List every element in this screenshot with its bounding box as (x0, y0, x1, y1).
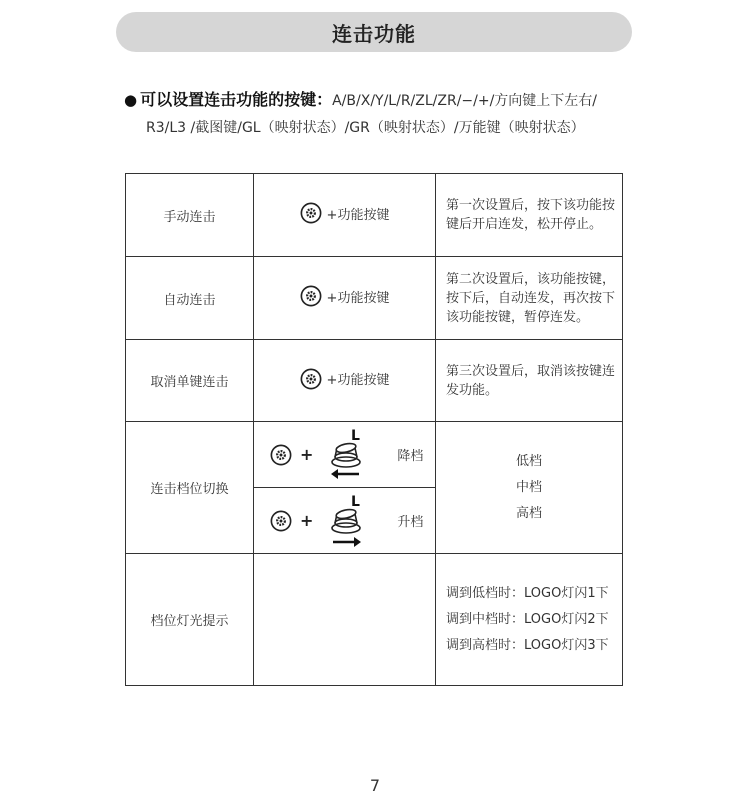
action-label: +功能按键 (326, 290, 390, 306)
light-line-low: 调到低档时：LOGO灯闪1下 (446, 585, 609, 601)
action-label: +功能按键 (326, 373, 390, 388)
row-name: 手动连击 (126, 174, 254, 257)
light-line-mid: 调到中档时：LOGO灯闪2下 (446, 611, 609, 627)
row-name: 取消单键连击 (126, 340, 254, 422)
table-row (126, 257, 623, 340)
turbo-gear-icon (270, 444, 292, 466)
stick-letter: L (351, 493, 361, 510)
table-row (126, 340, 623, 422)
row-description: 第二次设置后，该功能按键，按下后，自动连发，再次按下该功能按键，暂停连发。 (436, 257, 623, 340)
row-name: 自动连击 (126, 257, 254, 340)
light-line-high: 调到高档时：LOGO灯闪3下 (446, 637, 609, 653)
row-description: 第三次设置后，取消该按键连发功能。 (436, 340, 623, 422)
shift-down-label: 降档 (397, 449, 424, 464)
supported-keys-list-1: A/B/X/Y/L/R/ZL/ZR/−/+/方向键上下左右/ (332, 93, 598, 109)
intro-line-1 (124, 86, 634, 115)
bullet-icon: ● (124, 91, 138, 109)
turbo-gear-icon (300, 202, 322, 224)
left-stick-rotate-right-icon (321, 492, 375, 550)
level-mid: 中档 (515, 479, 542, 495)
left-stick-rotate-left-icon (321, 426, 375, 484)
turbo-gear-icon (300, 368, 322, 390)
shift-up-label: 升档 (397, 515, 424, 530)
table-row (126, 554, 623, 686)
intro-lead: 可以设置连击功能的按键： (140, 90, 333, 109)
turbo-gear-icon (270, 510, 292, 532)
row-description: 第一次设置后，按下该功能按键后开启连发，松开停止。 (436, 174, 623, 257)
stick-letter: L (351, 427, 361, 444)
row-name: 档位灯光提示 (126, 554, 254, 686)
row-action (254, 340, 436, 422)
supported-keys-paragraph (124, 86, 634, 142)
shift-up-action (254, 488, 436, 554)
level-high: 高档 (515, 505, 542, 521)
action-label: +功能按键 (326, 207, 390, 223)
row-action (254, 174, 436, 257)
plus-sign: + (300, 511, 314, 530)
level-low: 低档 (515, 453, 542, 469)
plus-sign: + (300, 445, 314, 464)
table-row (126, 422, 623, 488)
page-number: 7 (369, 776, 381, 795)
turbo-function-table (125, 173, 623, 686)
shift-down-action (254, 422, 436, 488)
turbo-levels (436, 422, 623, 554)
row-action (254, 257, 436, 340)
supported-keys-list-2: R3/L3 /截图键/GL（映射状态）/GR（映射状态）/万能键（映射状态） (146, 120, 585, 136)
table-row (126, 174, 623, 257)
turbo-gear-icon (300, 285, 322, 307)
section-title: 连击功能 (116, 12, 632, 52)
light-indicator-description (436, 554, 623, 686)
row-action-empty (254, 554, 436, 686)
row-name: 连击档位切换 (126, 422, 254, 554)
